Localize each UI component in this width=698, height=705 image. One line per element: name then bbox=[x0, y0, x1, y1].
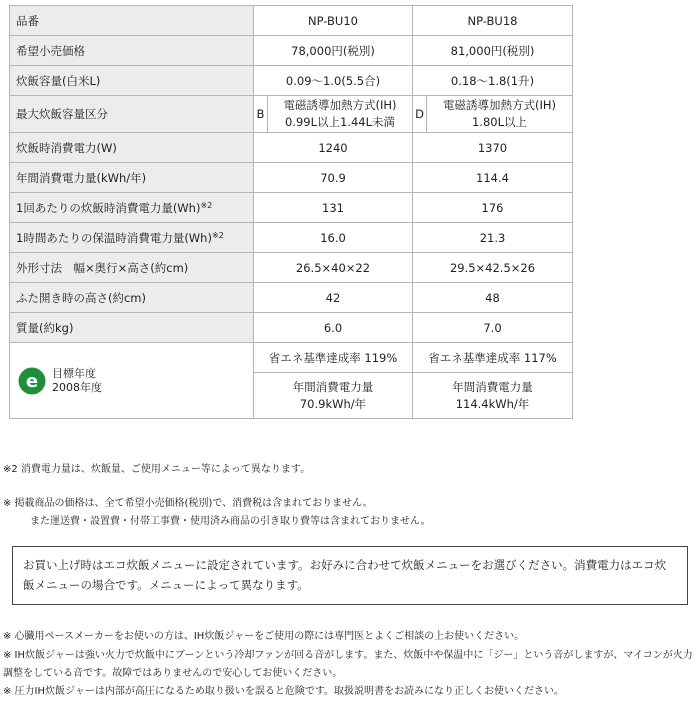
class-row bbox=[10, 96, 573, 133]
row-value: 0.18～1.8(1升) bbox=[413, 66, 573, 96]
eco-menu-notice: お買い上げ時はエコ炊飯メニューに設定されています。お好みに合わせて炊飯メニューをお選びください。消費電力はエコ炊飯メニューの場合です。メニューによって異なります。 bbox=[12, 546, 688, 605]
class-method: 電磁誘導加熱方式(IH) bbox=[442, 98, 556, 112]
table-row bbox=[10, 283, 573, 313]
class-range: 1.80L以上 bbox=[471, 115, 527, 129]
svg-text:e: e bbox=[25, 370, 39, 392]
table-row bbox=[10, 223, 573, 253]
energy-saving-e-icon bbox=[18, 367, 46, 395]
class-letter: D bbox=[413, 96, 427, 133]
footnote-price-detail: また運送費・設置費・付帯工事費・使用済み商品の引き取り費等は含まれておりません。 bbox=[30, 516, 431, 527]
row-label: 1時間あたりの保温時消費電力量$(Wh)^{※2}$ bbox=[10, 223, 254, 253]
caution-list bbox=[3, 628, 693, 701]
table-row bbox=[10, 193, 573, 223]
row-value: 6.0 bbox=[254, 313, 413, 343]
row-value: 78,000円(税別) bbox=[254, 36, 413, 66]
row-value: 0.09～1.0(5.5合) bbox=[254, 66, 413, 96]
row-value: 16.0 bbox=[254, 223, 413, 253]
row-value: 48 bbox=[413, 283, 573, 313]
class-method: 電磁誘導加熱方式(IH) bbox=[283, 98, 397, 112]
table-row bbox=[10, 36, 573, 66]
row-label: 外形寸法 幅×奥行×高さ(約cm) bbox=[10, 253, 254, 283]
spec-table bbox=[9, 5, 573, 419]
row-value: 7.0 bbox=[413, 313, 573, 343]
row-value: 21.3 bbox=[413, 223, 573, 253]
row-value: 29.5×42.5×26 bbox=[413, 253, 573, 283]
row-label: ふた開き時の高さ(約cm) bbox=[10, 283, 254, 313]
row-label: 炊飯容量(白米L) bbox=[10, 66, 254, 96]
header-row bbox=[10, 6, 573, 36]
eco-target-year: 目標年度 2008年度 bbox=[52, 366, 102, 394]
table-row bbox=[10, 313, 573, 343]
eco-rate-row bbox=[10, 343, 573, 373]
class-description bbox=[427, 96, 573, 133]
row-label: 質量(約kg) bbox=[10, 313, 254, 343]
model-col1: NP-BU10 bbox=[254, 6, 413, 36]
list-item: ※ IH炊飯ジャーは強い火力で炊飯中にブーンという冷却ファンが回る音がします。また、炊飯中や保温中に「ジー」という音がしますが、マイコンが火力調整をしている音です。故障ではありませんので安心してお使いください。 bbox=[3, 649, 693, 679]
table-row bbox=[10, 253, 573, 283]
row-label: 1回あたりの炊飯時消費電力量$(Wh)^{※2}$ bbox=[10, 193, 254, 223]
row-value: 70.9 bbox=[254, 163, 413, 193]
footnote-mark: ※2 bbox=[200, 200, 213, 210]
model-col2: NP-BU18 bbox=[413, 6, 573, 36]
row-label: 年間消費電力量(kWh/年) bbox=[10, 163, 254, 193]
table-row bbox=[10, 163, 573, 193]
table-row bbox=[10, 66, 573, 96]
footnote-mark: ※2 bbox=[211, 230, 224, 240]
row-value: 81,000円(税別) bbox=[413, 36, 573, 66]
table-row bbox=[10, 133, 573, 163]
row-value: 1240 bbox=[254, 133, 413, 163]
class-description bbox=[268, 96, 413, 133]
footnote-price: ※ 掲載商品の価格は、全て希望小売価格(税別)で、消費税は含まれておりません。 bbox=[3, 498, 373, 509]
list-item: ※ 心臓用ペースメーカーをお使いの方は、IH炊飯ジャーをご使用の際には専門医とよくご相談の上お使いください。 bbox=[3, 631, 525, 642]
list-item: ※ 圧力IH炊飯ジャーは内部が高圧になるため取り扱いを誤ると危険です。取扱説明書をお読みになり正しくお使いください。 bbox=[3, 685, 565, 697]
class-letter: B bbox=[254, 96, 268, 133]
class-range: 0.99L以上1.44L未満 bbox=[284, 115, 396, 129]
eco-annual: 年間消費電力量 114.4kWh/年 bbox=[413, 373, 573, 419]
eco-annual: 年間消費電力量 70.9kWh/年 bbox=[254, 373, 413, 419]
row-value: 131 bbox=[254, 193, 413, 223]
row-label: 最大炊飯容量区分 bbox=[10, 96, 254, 133]
row-value: 114.4 bbox=[413, 163, 573, 193]
row-value: 176 bbox=[413, 193, 573, 223]
footnote-consumption: ※2 消費電力量は、炊飯量、ご使用メニュー等によって異なります。 bbox=[3, 464, 311, 475]
header-label: 品番 bbox=[10, 6, 254, 36]
row-value: 26.5×40×22 bbox=[254, 253, 413, 283]
row-value: 42 bbox=[254, 283, 413, 313]
eco-rate: 省エネ基準達成率 117% bbox=[413, 343, 573, 373]
row-label: 希望小売価格 bbox=[10, 36, 254, 66]
row-value: 1370 bbox=[413, 133, 573, 163]
eco-rate: 省エネ基準達成率 119% bbox=[254, 343, 413, 373]
eco-label-cell bbox=[10, 343, 254, 419]
eco-mark bbox=[16, 367, 247, 395]
row-label: 炊飯時消費電力(W) bbox=[10, 133, 254, 163]
